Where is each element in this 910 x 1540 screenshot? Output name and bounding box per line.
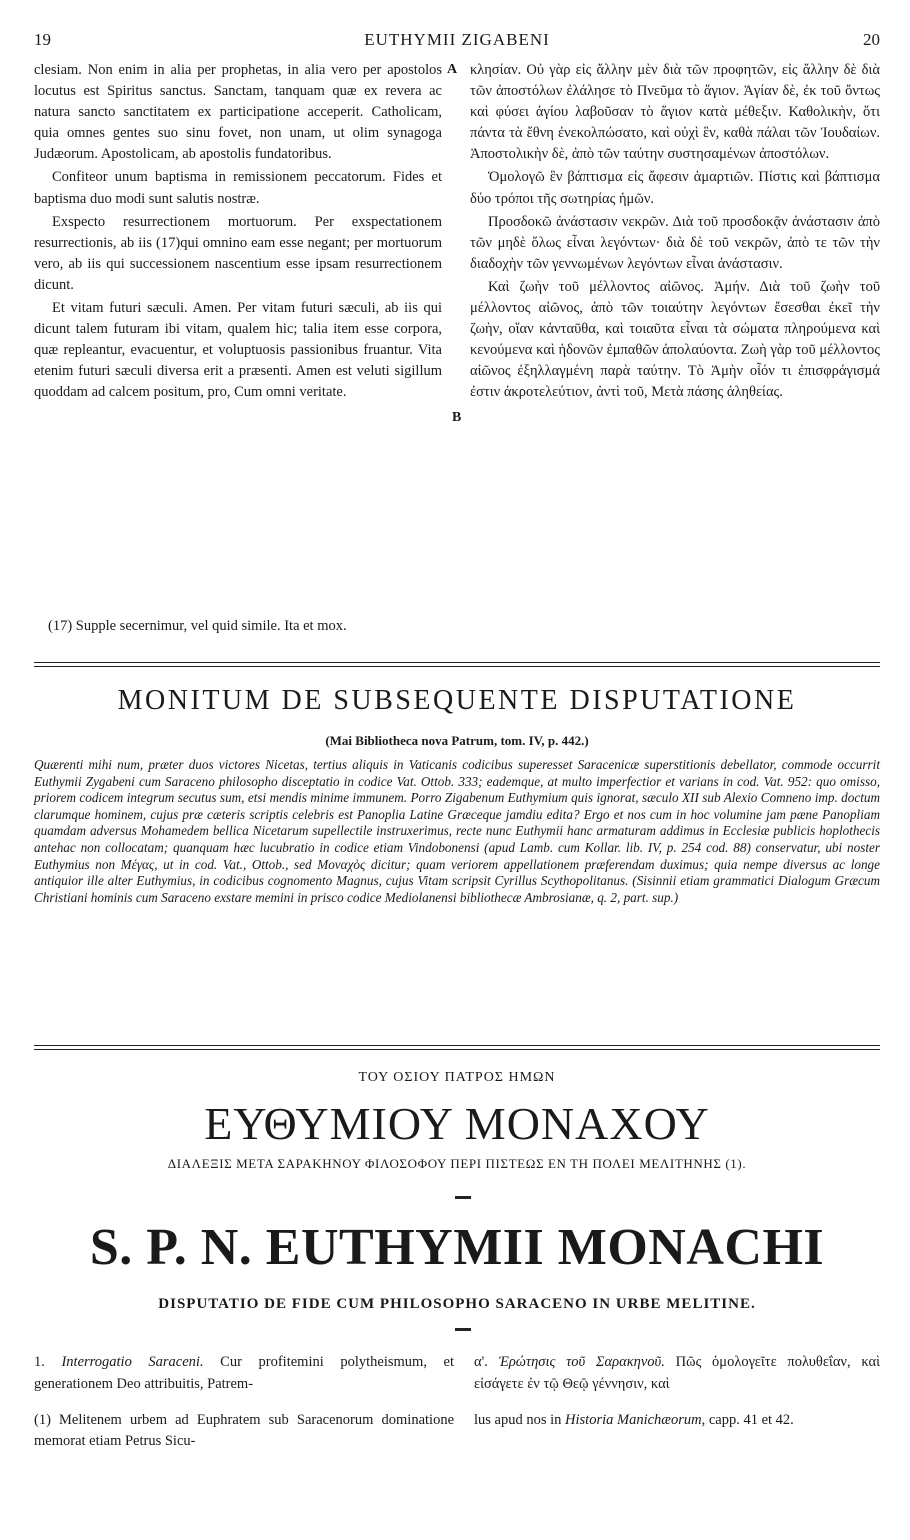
greek-paragraph: Ὁμολογῶ ἓν βάπτισμα εἰς ἄφεσιν ἁμαρτιῶν. Πίστις καὶ βάπτισμα δύο τρόποι τῆς σωτηρίας ἡμῶν.	[470, 169, 880, 207]
title-dash	[455, 1328, 471, 1331]
monitum-source: (Mai Bibliotheca nova Patrum, tom. IV, p. 442.)	[325, 733, 589, 748]
greek-paragraph: Καὶ ζωὴν τοῦ μέλλοντος αἰῶνος. Ἀμήν. Διὰ τοῦ ζωὴν τοῦ μέλλοντος αἰῶνος, ἀπὸ τῶν τοιαύτην λεγόντων ἔσεσθαι ἐκεῖ τὴν ζωὴν, οἵαν κἀνταῦθα, καὶ τοιαῦτα εἶναι τὰ σώματα πληρούμενα καὶ κενούμενα καὶ ἡδονῶν ἐμπαθῶν ἀπολαύοντα. Ζωὴ γὰρ τοῦ μέλλοντος αἰῶνος ἐξηλλαγμένη παρὰ ταύτην. Τὸ Ἀμὴν οἷόν τι ἐπισφράγισμά ἐστιν ἀκροτελεύτιον, ἀντὶ τοῦ, Μετὰ πάσης ἀληθείας.	[470, 278, 880, 401]
greek-paragraph: κλησίαν. Οὐ γὰρ εἰς ἄλλην μὲν διὰ τῶν προφητῶν, εἰς ἄλλην δὲ διὰ τῶν ἀποστόλων ἐλάλησε τὸ Πνεῦμα τὸ ἅγιον. Ἁγίαν δὲ, ἐκ τοῦ ὄντως καὶ φύσει ἁγίου λαβοῦσαν τὸ ἅγιον κατὰ μέθεξιν. Καθολικὴν, ὅτι πάντα τὰ ἔθνη ἐνεκολπώσατο, καὶ οὐχὶ ἓν, καθὰ πάλαι τῶν Ἰουδαίων. Ἀποστολικὴν δὲ, ἀπὸ τῶν ταύτην συστησαμένων ἀποστόλων.	[470, 62, 880, 163]
title-line-greek-small: ΤΟΥ ΟΣΙΟΥ ΠΑΤΡΟΣ ΗΜΩΝ	[358, 1070, 556, 1085]
section-divider	[34, 1045, 880, 1050]
greek-column	[470, 60, 880, 406]
latin-paragraph: clesiam. Non enim in alia per prophetas, in alia vero per apostolos locutus est Spiritus sanctus. Sanctam, tanquam quæ ex revera ac natura sancto sanctitatem ex participatione acceperit. Catholicam, quia omnes gentes suo sinu fovet, non unam, ut olim synagoga Judæorum. Apostolicam, ab apostolis fundatoribus.	[34, 62, 442, 163]
running-title: EUTHYMII ZIGABENI	[364, 30, 550, 49]
running-header	[34, 30, 880, 56]
greek-paragraph: Προσδοκῶ ἀνάστασιν νεκρῶν. Διὰ τοῦ προσδοκᾷν ἀνάστασιν ἀπὸ τῶν μηδὲ ὅλως εἶναι λεγόντων· διὰ δὲ τοῦ νεκρῶν, ἀπὸ τε τῶν τὴν διαδοχὴν τῶν γεννωμένων λεγόντων εἶναι ἀνάστασιν.	[470, 213, 880, 272]
section-head: Ἐρώτησις τοῦ Σαρακηνοῦ.	[498, 1354, 665, 1370]
greek-body-paragraph: α'. Ἐρώτησις τοῦ Σαρακηνοῦ. Πῶς ὁμολογεῖτε πολυθεΐαν, καὶ εἰσάγετε ἐν τῷ Θεῷ γέννησιν, καὶ	[474, 1354, 881, 1392]
latin-paragraph: Confiteor unum baptisma in remissionem peccatorum. Fides et baptisma duo modi sunt salutis nostræ.	[34, 169, 442, 207]
title-greek-main: ΕΥΘΥΜΙΟΥ ΜΟΝΑΧΟΥ	[204, 1098, 710, 1149]
latin-body-paragraph: 1. Interrogatio Saraceni. Cur profitemini polytheismum, et generationem Deo attribuitis, Patrem-	[34, 1354, 454, 1392]
monitum-title: MONITUM DE SUBSEQUENTE DISPUTATIONE	[117, 685, 797, 716]
latin-paragraph: Et vitam futuri sæculi. Amen. Per vitam futuri sæculi, ab iis qui dicunt talem futuram ibi vitam, qualem hic; talia item esse corpora, quæ repleantur, evacuentur, et voluptuosis passionibus fruantur. Vita etenim futuri sæculi diversa erit a præsenti. Amen est veluti sigillum quoddam ad calcem positum, pro, Cum omni veritate.	[34, 300, 442, 401]
greek-body	[474, 1352, 880, 1395]
title-latin-subtitle: DISPUTATIO DE FIDE CUM PHILOSOPHO SARACENO IN URBE MELITINE.	[158, 1296, 756, 1312]
title-latin-main: S. P. N. EUTHYMII MONACHI	[89, 1219, 825, 1276]
footnote-1-left: (1) Melitenem urbem ad Euphratem sub Saracenorum dominatione memorat etiam Petrus Sicu-	[34, 1412, 454, 1449]
section-head: Interrogatio Saraceni.	[61, 1354, 204, 1370]
monitum-body: Quærenti mihi num, præter duos victores Nicetas, tertius aliquis in Vaticanis codicibus superesset Saracenicæ superstitionis debellator, commode occurrit Euthymii Zygabeni cum Saraceno philosopho disceptatio in codice Vat. Ottob. 333; eademque, at multo imperfectior et varians in cod. Vat. 952: quo omisso, priorem codicem integrum secutus sum, etsi mendis minime immunem. Porro Zigabenum Euthymium quis ignorat, sæculo XII sub Alexio Comneno imp. doctum clarumque hominem, cujus præ cæteris scriptis celebris est Panoplia Latine Græceque jamdiu edita? Ergo et nos cum in hoc volumine jam pæne Panopliam quamdam adversus Mohamedem bellica Nicetarum supellectile instruxerimus, recte nunc Euthymii hanc armaturam addimus in Ecclesiæ publicis hoplothecis antehac non collocatam; quanquam hæc lucubratio in codice etiam Vindobonensi (apud Lamb. cum Kollar. lib. IV, p. 254 cod. 88) conservatur, ubi noster Euthymius non Μέγας, ut in cod. Vat., Ottob., sed Μοναχὸς dicitur; quam veriorem appellationem præferendam duximus; quia nempe diversus ac longe antiquior ille alter Euthymius, in codicibus cognomento Magnus, cujus Vitam scripsit Cyrillus Scythopolitanus. (Sisinnii etiam grammatici Dialogum Græcum Christiani hominis cum Saraceno exstare memini in prisco codice Mediolanensi bibliothecæ Ambrosianæ, q. 2, part. sup.)	[34, 757, 880, 905]
page-number-left: 19	[34, 30, 51, 49]
margin-letter-b: B	[452, 410, 462, 425]
footnote-17: (17) Supple secernimur, vel quid simile. Ita et mox.	[48, 618, 347, 634]
footnote-1-right: lus apud nos in Historia Manichæorum, capp. 41 et 42.	[474, 1412, 794, 1428]
latin-column	[34, 60, 442, 406]
page-number-right: 20	[863, 30, 880, 49]
margin-letter-a: A	[447, 62, 458, 77]
title-greek-subtitle: ΔΙΑΛΕΞΙΣ ΜΕΤΑ ΣΑΡΑΚΗΝΟΥ ΦΙΛΟΣΟΦΟΥ ΠΕΡΙ ΠΙΣΤΕΩΣ ΕΝ ΤΗ ΠΟΛΕΙ ΜΕΛΙΤΗΝΗΣ (1).	[167, 1156, 747, 1171]
latin-body	[34, 1352, 454, 1395]
section-divider	[34, 662, 880, 667]
latin-paragraph: Exspecto resurrectionem mortuorum. Per exspectationem resurrectionis, ab iis (17)qui omnino eam esse negant; per mortuorum vero, ab iis qui successionem nascentium esse ipsam resurrectionem dicunt.	[34, 213, 442, 293]
title-dash	[455, 1196, 471, 1199]
